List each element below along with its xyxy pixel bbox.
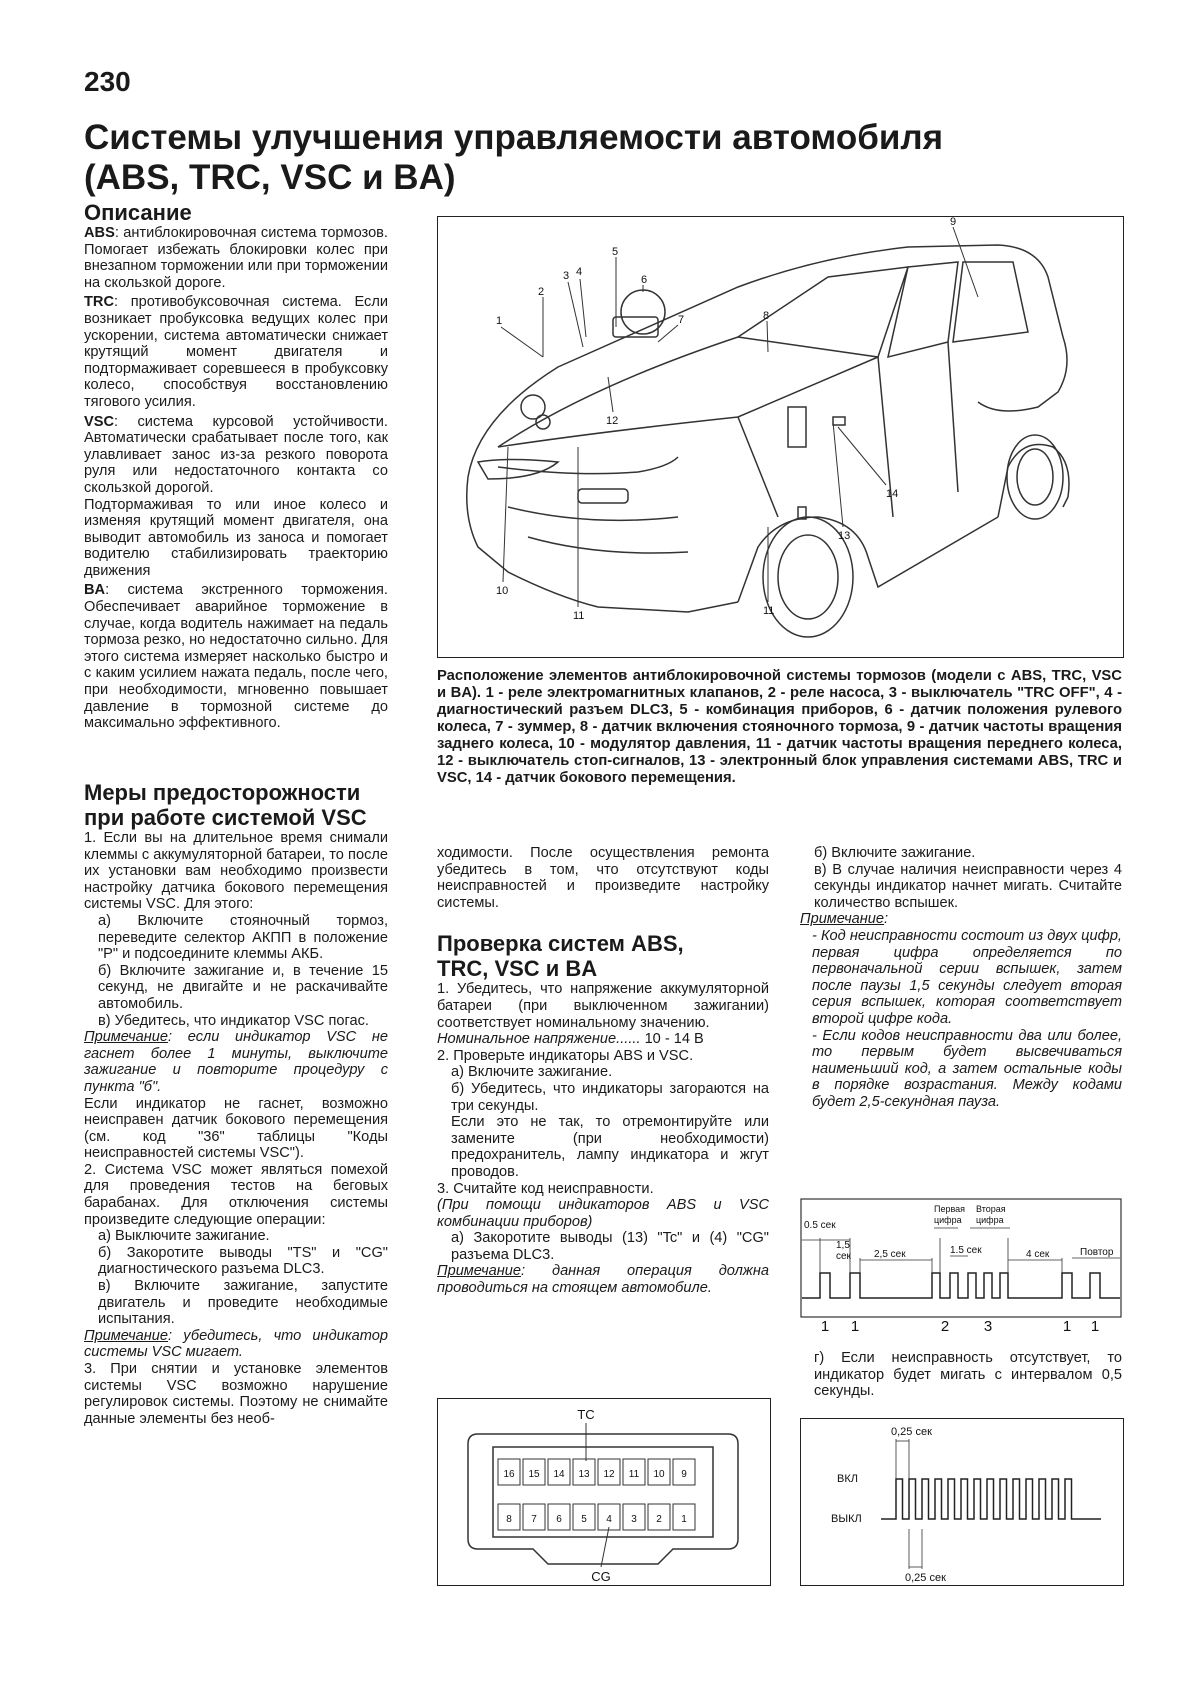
pin-2: 2	[656, 1514, 662, 1525]
precautions-heading-2: при работе системой VSC	[84, 805, 367, 830]
check-heading-2: TRC, VSC и BA	[437, 956, 598, 982]
precaution-1: 1. Если вы на длительное время снимали клеммы с аккумуляторной батареи, то после их установки вам необходимо произвести настройку датчика бокового перемещения системы VSC. Для этого:	[84, 830, 388, 913]
code-timing-chart	[800, 1198, 1122, 1340]
callout-10: 10	[496, 585, 509, 597]
no-fault-timing-chart	[801, 1419, 1123, 1585]
callout-2: 2	[538, 286, 545, 298]
t-15a: 1,5	[836, 1240, 850, 1251]
t-05: 0.5 сек	[804, 1220, 836, 1231]
car-illustration	[438, 217, 1123, 657]
continuation: ходимости. После осуществления ремонта убедитесь в том, что отсутствуют коды неисправностей и произведите настройку системы.	[437, 845, 769, 911]
check-heading-1: Проверка систем ABS,	[437, 931, 684, 957]
abs-paragraph: ABS: антиблокировочная система тормозов. Помогает избежать блокировки колес при внезапном торможении или при торможении на скользкой дороге.	[84, 225, 388, 291]
no-fault-timing-diagram	[800, 1418, 1124, 1586]
check-2a: а) Включите зажигание.	[451, 1064, 613, 1081]
page-title	[84, 118, 1124, 198]
digit-1d: 1	[1090, 1318, 1100, 1335]
t-repeat: Повтор	[1080, 1247, 1114, 1258]
precaution-2v: в) Включите зажигание, запустите двигатель и проведите необходимые испытания.	[98, 1278, 388, 1328]
pin-8: 8	[506, 1514, 512, 1525]
car-diagram	[437, 216, 1124, 658]
callout-7: 7	[678, 314, 685, 326]
on-label: ВКЛ	[837, 1473, 858, 1485]
step-g: г) Если неисправность отсутствует, то индикатор будет мигать с интервалом 0,5 секунды.	[814, 1350, 1122, 1400]
check-3: 3. Считайте код неисправности.	[437, 1180, 654, 1197]
right-note-1: - Код неисправности состоит из двух цифр, первая цифра определяется по первоначальной серии вспышек, затем после паузы 1,5 секунды следует вторая серия вспышек, которая соответствует второй цифре кода.	[812, 927, 1122, 1027]
step-b: б) Включите зажигание.	[814, 845, 976, 861]
digit-2: 2	[940, 1318, 950, 1335]
pin-5: 5	[581, 1514, 587, 1525]
callout-9: 9	[950, 217, 957, 228]
t-025-bottom: 0,25 сек	[905, 1572, 946, 1584]
callout-5: 5	[612, 246, 619, 258]
callout-1: 1	[496, 315, 503, 327]
vsc-paragraph-2: Подтормаживая то или иное колесо и изменяя крутящий момент двигателя, она выводит автомобиль из заноса и помогает водителю стабилизировать траекторию движения	[84, 496, 388, 579]
precaution-note-1: Примечание: если индикатор VSC не гаснет более 1 минуты, выключите зажигание и повторите процедуру с пункта "б".	[84, 1029, 388, 1095]
description-section	[84, 200, 388, 732]
check-3a: а) Закоротите выводы (13) "Tc" и (4) "CG" разъема DLC3.	[451, 1230, 769, 1263]
step-v: в) В случае наличия неисправности через 4 секунды индикатор начнет мигать. Считайте количество вспышек.	[814, 861, 1122, 911]
pin-12: 12	[603, 1469, 615, 1480]
precaution-3: 3. При снятии и установке элементов системы VSC возможно нарушение регулировок системы. Поэтому не снимайте данные элементы без необ-	[84, 1361, 388, 1427]
code-timing-diagram	[800, 1198, 1122, 1340]
dlc3-connector-diagram	[437, 1398, 771, 1586]
tc-label: TC	[577, 1407, 595, 1422]
check-1: 1. Убедитесь, что напряжение аккумуляторной батареи (при выключенном зажигании) соответствует номинальному значению.	[437, 981, 769, 1031]
pin-3: 3	[631, 1514, 637, 1525]
pin-14: 14	[553, 1469, 565, 1480]
check-3-note: (При помощи индикаторов ABS и VSC комбинации приборов)	[437, 1197, 769, 1230]
digit-1a: 1	[820, 1318, 830, 1335]
off-label: ВЫКЛ	[831, 1513, 862, 1525]
precautions-section	[84, 780, 388, 1427]
figure-caption: Расположение элементов антиблокировочной системы тормозов (модели с ABS, TRC, VSC и BA). 1 - реле электромагнитных клапанов, 2 - реле насоса, 3 - выключатель "TRC OFF", 4 - диагностический разъем DLC3, 5 - комбинация приборов, 6 - датчик положения рулевого колеса, 7 - зуммер, 8 - датчик включения стояночного тормоза, 9 - датчик частоты вращения заднего колеса, 10 - модулятор давления, 11 - датчик частоты вращения переднего колеса, 12 - выключатель стоп-сигналов, 13 - электронный блок управления системами ABS, TRC и VSC, 14 - датчик бокового перемещения.	[437, 668, 1122, 786]
precaution-1b: б) Включите зажигание и, в течение 15 секунд, не двигайте и не раскачивайте автомобиль.	[98, 962, 388, 1012]
square-wave	[881, 1479, 1101, 1519]
callout-11-rear: 11	[763, 605, 775, 617]
first-digit-1: Первая	[934, 1204, 966, 1214]
pin-9: 9	[681, 1469, 687, 1480]
callout-8: 8	[763, 310, 770, 322]
pin-16: 16	[503, 1469, 515, 1480]
right-section	[800, 845, 1122, 1111]
t-025-top: 0,25 сек	[891, 1426, 932, 1438]
precaution-2b: б) Закоротите выводы "TS" и "CG" диагностического разъема DLC3.	[98, 1244, 388, 1278]
digit-3: 3	[983, 1318, 993, 1335]
pin-4: 4	[606, 1514, 612, 1525]
precaution-if: Если индикатор не гаснет, возможно неисправен датчик бокового перемещения (см. код "36" таблицы "Коды неисправностей системы VSC").	[84, 1095, 388, 1162]
callout-12: 12	[606, 415, 619, 427]
title-line-1: Системы улучшения управляемости автомобиля	[84, 118, 943, 157]
callout-14: 14	[886, 488, 899, 500]
first-digit-2: цифра	[934, 1215, 962, 1225]
ba-paragraph: BA: система экстренного торможения. Обеспечивает аварийное торможение в случае, когда водитель нажимает на педаль тормоза резко, но недостаточно сильно. Для этого система измеряет насколько быстро и с каким усилием нажата педаль, после чего, при необходимости, мгновенно повышает давление в тормозной системе до максимально эффективного.	[84, 582, 388, 732]
middle-section	[437, 845, 769, 1297]
pin-11: 11	[628, 1469, 640, 1480]
pin-1: 1	[681, 1514, 687, 1525]
precaution-1v: в) Убедитесь, что индикатор VSC погас.	[98, 1012, 369, 1029]
precaution-1a: а) Включите стояночный тормоз, переведите селектор АКПП в положение "P" и подсоедините клеммы АКБ.	[98, 912, 388, 963]
second-digit-2: цифра	[976, 1215, 1004, 1225]
check-2: 2. Проверьте индикаторы ABS и VSC.	[437, 1047, 694, 1064]
page-number: 230	[84, 66, 131, 97]
vsc-paragraph: VSC: система курсовой устойчивости. Автоматически срабатывает после того, как улавливает занос из-за резкого поворота руля или недостаточного контакта со скользкой дорогой.	[84, 413, 388, 496]
cg-label: CG	[591, 1569, 611, 1584]
no-fault-text-block	[800, 1350, 1122, 1400]
right-note-2: - Если кодов неисправности два или более, то первым будет высвечиваться наименьший код, а затем остальные коды в порядке возрастания. Между кодами будет 2,5-секундная пауза.	[812, 1027, 1122, 1110]
pin-13: 13	[578, 1469, 590, 1480]
digit-1c: 1	[1062, 1318, 1072, 1335]
callout-11-front: 11	[573, 610, 585, 622]
description-heading: Описание	[84, 200, 192, 225]
check-2b: б) Убедитесь, что индикаторы загораются на три секунды.	[451, 1080, 769, 1114]
check-note: Примечание: данная операция должна проводиться на стоящем автомобиле.	[437, 1263, 769, 1297]
digit-1b: 1	[850, 1318, 860, 1335]
t-15c: 1.5 сек	[950, 1245, 982, 1256]
precautions-heading-1: Меры предосторожности	[84, 780, 361, 805]
t-25: 2,5 сек	[874, 1249, 906, 1260]
pin-15: 15	[528, 1469, 540, 1480]
precaution-2: 2. Система VSC может являться помехой для проведения тестов на беговых барабанах. Для отключения системы произведите следующие операции:	[84, 1161, 388, 1228]
callout-13: 13	[838, 530, 851, 542]
precaution-note-2: Примечание: убедитесь, что индикатор системы VSC мигает.	[84, 1327, 388, 1361]
second-digit-1: Вторая	[976, 1204, 1006, 1214]
dlc3-connector	[438, 1399, 770, 1585]
trc-paragraph: TRC: противобуксовочная система. Если возникает пробуксовка ведущих колес при ускорении, система автоматически снижает крутящий момент двигателя и подтормаживает соревшееся в пробуксовку колесо, способствуя восстановлению тягового усилия.	[84, 294, 388, 410]
t-15b: сек	[836, 1251, 851, 1262]
right-note-label: Примечание:	[800, 911, 889, 928]
pin-7: 7	[531, 1514, 537, 1525]
pin-10: 10	[653, 1469, 665, 1480]
pin-6: 6	[556, 1514, 562, 1525]
title-line-2: (ABS, TRC, VSC и BA)	[84, 158, 456, 197]
callout-6: 6	[641, 274, 648, 286]
check-2c: Если это не так, то отремонтируйте или замените (при необходимости) предохранитель, лампу индикатора и жгут проводов.	[451, 1114, 769, 1180]
callout-4: 4	[576, 266, 583, 278]
callout-3: 3	[563, 270, 570, 282]
t-4: 4 сек	[1026, 1249, 1050, 1260]
nominal-voltage: Номинальное напряжение...... 10 - 14 В	[437, 1031, 704, 1048]
precaution-2a: а) Выключите зажигание.	[98, 1228, 270, 1245]
